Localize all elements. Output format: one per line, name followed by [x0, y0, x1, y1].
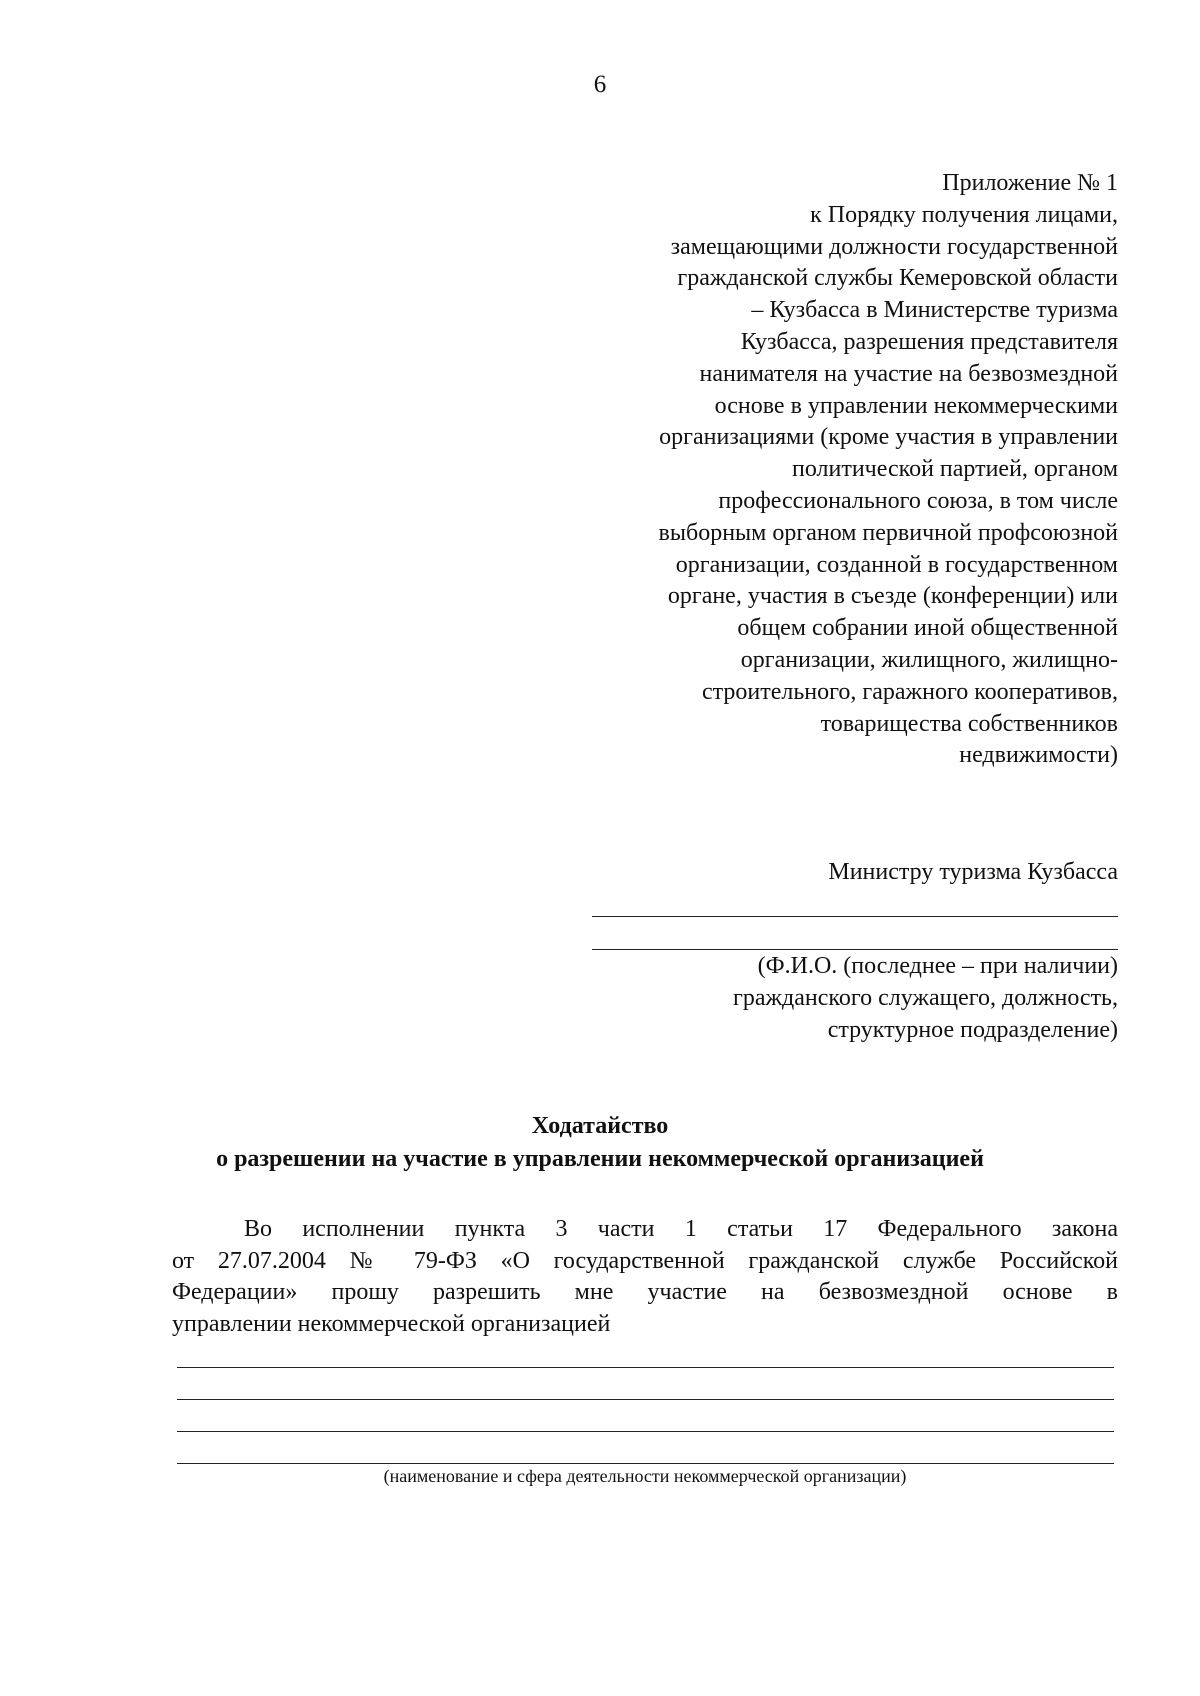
appendix-line: – Кузбасса в Министерстве туризма — [751, 297, 1118, 324]
appendix-line: замещающими должности государственной — [670, 233, 1118, 260]
appendix-line: организации, созданной в государственном — [675, 551, 1118, 578]
organization-fill-line[interactable] — [177, 1463, 1114, 1464]
appendix-line: товарищества собственников — [820, 710, 1118, 737]
petition-body — [172, 1214, 1118, 1340]
document-title — [0, 1110, 1200, 1176]
subtitle-line: о разрешении на участие в управлении некоммерческой организацией — [216, 1146, 984, 1172]
page-number: 6 — [593, 71, 607, 98]
organization-fill-line[interactable] — [177, 1367, 1114, 1368]
appendix-line: выборным органом первичной профсоюзной — [658, 519, 1118, 546]
body-line: от 27.07.2004 № 79-ФЗ «О государственной гражданской службе Российской — [172, 1247, 1118, 1274]
fio-note — [498, 950, 1118, 1046]
body-line: Федерации» прошу разрешить мне участие на безвозмездной основе в — [172, 1279, 1118, 1305]
appendix-reference — [498, 168, 1118, 772]
appendix-line: основе в управлении некоммерческими — [714, 392, 1118, 419]
appendix-line: органе, участия в съезде (конференции) или — [667, 583, 1118, 610]
appendix-line: общем собрании иной общественной — [737, 615, 1118, 642]
organization-caption: (наименование и сфера деятельности некоммерческой организации) — [383, 1466, 907, 1486]
appendix-line: организациями (кроме участия в управлении — [659, 424, 1118, 451]
appendix-line: к Порядку получения лицами, — [810, 201, 1118, 228]
appendix-line: организации, жилищного, жилищно- — [740, 646, 1118, 673]
fio-note-line: гражданского служащего, должность, — [732, 985, 1118, 1011]
appendix-line: гражданской службы Кемеровской области — [677, 265, 1118, 292]
appendix-line: недвижимости) — [959, 742, 1118, 769]
organization-fill-line[interactable] — [177, 1431, 1114, 1432]
fio-note-line: структурное подразделение) — [827, 1017, 1118, 1043]
organization-fill-line[interactable] — [177, 1399, 1114, 1400]
fio-note-line: (Ф.И.О. (последнее – при наличии) — [757, 953, 1118, 979]
appendix-line: строительного, гаражного кооперативов, — [701, 678, 1118, 705]
appendix-line: Приложение № 1 — [942, 170, 1118, 196]
appendix-line: нанимателя на участие на безвозмездной — [699, 360, 1118, 387]
body-line: управлении некоммерческой организацией — [172, 1310, 611, 1337]
addressee-fill-line[interactable] — [592, 916, 1118, 917]
appendix-line: профессионального союза, в том числе — [718, 487, 1118, 514]
title-line: Ходатайство — [531, 1113, 669, 1139]
appendix-line: Кузбасса, разрешения представителя — [740, 328, 1118, 355]
appendix-line: политической партией, органом — [791, 456, 1118, 483]
body-line: Во исполнении пункта 3 части 1 статьи 17 Федерального закона — [244, 1216, 1118, 1242]
addressee: Министру туризма Кузбасса — [828, 859, 1118, 885]
